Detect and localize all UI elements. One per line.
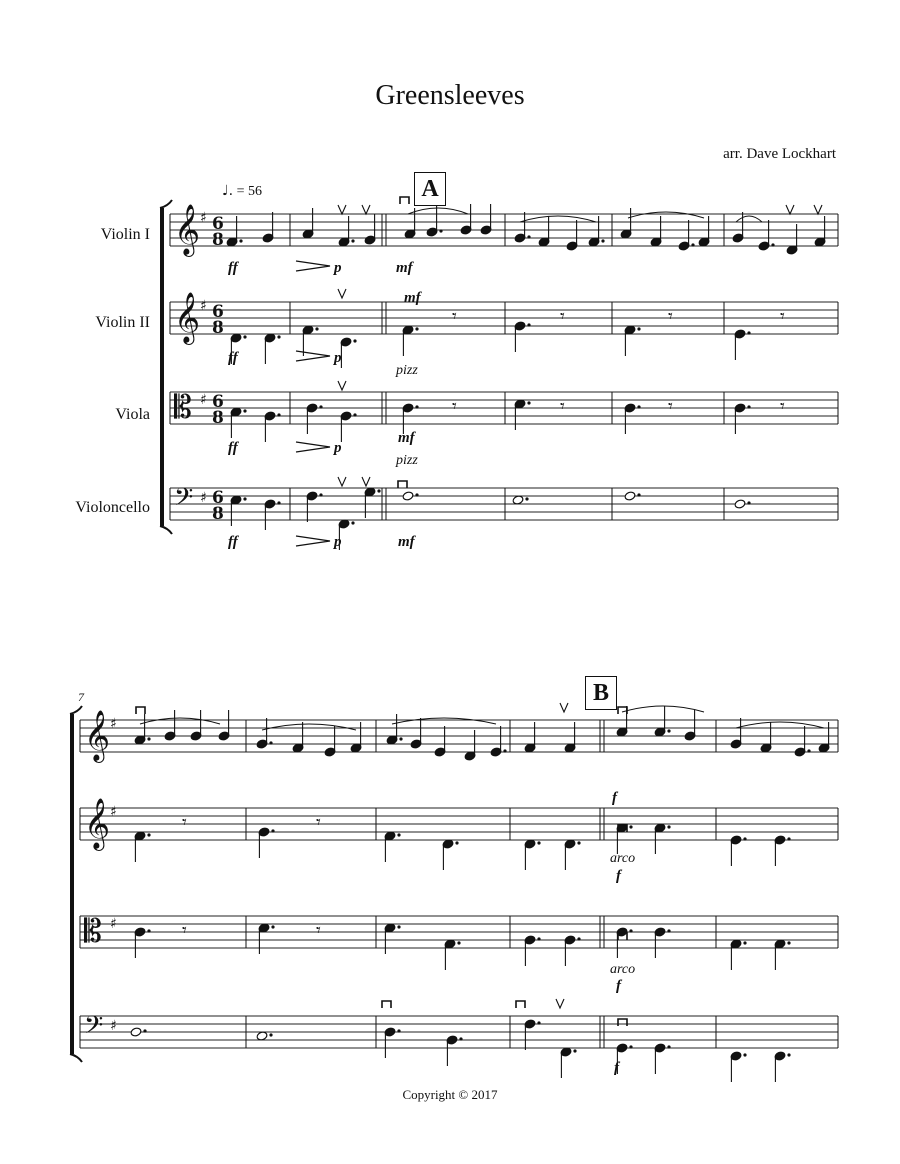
decrescendo-hairpin-1 [296,261,330,271]
down-bow-icon-7 [382,1001,391,1008]
slur-7 [392,718,496,724]
dynamic-f-1: f [612,790,617,806]
viola-s2-note-7-dot [629,929,632,932]
cello-s2-note-4-dot [459,1037,462,1040]
time-sig-bottom-3: 8 [212,408,224,428]
viola-s1-note-3-dot [319,405,322,408]
v1-s1-note-4-dot [351,239,354,242]
v1-s2-note-9-dot [399,737,402,740]
slur-2 [520,216,596,222]
up-bow-icon-8 [362,477,370,486]
viola-s2-note-5-dot [537,937,540,940]
v2-s1-note-5-dot [415,327,418,330]
v1-s1-note-10-dot [527,235,530,238]
up-bow-icon-9 [560,703,568,712]
dynamic-ff-2: ff [228,350,238,366]
slur-1 [408,208,468,214]
key-sharp-icon-1-1: ♯ [200,210,207,226]
clef-icon-2-1: 𝄞 [84,710,111,761]
system-1-bracket-bottom [160,526,172,534]
cello-s2-note-6-dot [573,1049,576,1052]
up-bow-icon-5 [338,289,346,298]
viola-s1-note-2-dot [277,413,280,416]
clef-icon-1-3: 𝄡 [174,388,192,426]
clef-icon-2-2: 𝄞 [84,798,111,849]
dynamic-mf-4: mf [398,534,415,550]
dynamic-ff-1: ff [228,260,238,276]
dotted-quarter-note-icon: ♩. [222,183,234,199]
dynamic-f-3: f [616,978,621,994]
down-bow-icon-2 [398,481,407,488]
cello-s2-note-9-dot [743,1053,746,1056]
cello-s2-note-1-dot [143,1029,146,1032]
instrument-name-cello: Violoncello [75,499,150,516]
cello-s1-note-8-dot [637,493,640,496]
viola-s2-note-1-dot [147,929,150,932]
system-2-bracket-top [70,706,82,714]
v2-s1-note-1-dot [243,335,246,338]
viola-s1-note-7-dot [637,405,640,408]
v1-s1-note-16-dot [691,243,694,246]
key-sharp-icon-2-3: ♯ [110,916,117,932]
viola-s2-note-4-dot [457,941,460,944]
down-bow-icon-3 [136,707,145,714]
v2-s2-note-7-dot [629,825,632,828]
technique-arco-2: arco [610,962,636,977]
cello-s2-note-7-dot [629,1045,632,1048]
viola-s1-note-5-dot [415,405,418,408]
viola-s1-note-8-dot [747,405,750,408]
v2-s2-note-1-dot [147,833,150,836]
v2-s1-note-6-dot [527,323,530,326]
cello-s2-note-5-dot [537,1021,540,1024]
v2-s1-note-4-dot [353,339,356,342]
down-bow-icon-1 [400,197,409,204]
v2-s2-rest-1: 𝄾 [182,812,187,833]
clef-icon-1-4: 𝄢 [174,483,194,518]
viola-s1-note-1-dot [243,409,246,412]
time-sig-top-3: 6 [212,392,224,412]
viola-s1-rest-3: 𝄾 [668,396,673,417]
v2-s1-rest-1: 𝄾 [452,306,457,327]
up-bow-icon-3 [786,205,794,214]
up-bow-icon-6 [338,381,346,390]
cello-s1-note-2-dot [277,501,280,504]
technique-arco-1: arco [610,851,636,866]
cello-s2-note-8-dot [667,1045,670,1048]
v2-s2-note-4-dot [455,841,458,844]
up-bow-icon-2 [362,205,370,214]
score-title: Greensleeves [375,80,525,111]
viola-s1-rest-1: 𝄾 [452,396,457,417]
key-sharp-icon-2-4: ♯ [110,1018,117,1034]
cello-s1-note-9 [734,499,746,509]
up-bow-icon-7 [338,477,346,486]
dynamic-mf-2: mf [404,290,421,306]
cello-s2-note-2-dot [269,1033,272,1036]
v2-s1-rest-2: 𝄾 [560,306,565,327]
v1-s2-note-21-dot [807,749,810,752]
system-1-bracket-top [160,200,172,208]
dynamic-f-4: f [614,1060,619,1076]
viola-s2-note-2-dot [271,925,274,928]
viola-s2-note-3-dot [397,925,400,928]
dynamic-p-1: p [334,260,342,276]
cello-s1-note-1-dot [243,497,246,500]
cello-s1-note-6-dot [415,493,418,496]
v1-s1-note-7-dot [439,229,442,232]
key-sharp-icon-2-2: ♯ [110,804,117,820]
cello-s1-note-3-dot [319,493,322,496]
down-bow-icon-8 [516,1001,525,1008]
slur-6 [262,724,356,730]
viola-s2-rest-2: 𝄾 [316,920,321,941]
v1-s2-note-13-dot [503,749,506,752]
time-sig-top-1: 6 [212,214,224,234]
v2-s2-note-3-dot [397,833,400,836]
time-sig-top-2: 6 [212,302,224,322]
cello-s2-note-1 [130,1027,142,1037]
v2-s2-note-5-dot [537,841,540,844]
cello-s1-note-4-dot [351,521,354,524]
v1-s2-note-5-dot [269,741,272,744]
instrument-name-violin-1: Violin I [100,226,150,243]
time-sig-bottom-2: 8 [212,318,224,338]
clef-icon-2-4: 𝄢 [84,1011,104,1046]
clef-icon-1-1: 𝄞 [174,204,201,255]
viola-s1-note-4-dot [353,413,356,416]
time-sig-bottom-4: 8 [212,504,224,524]
viola-s2-note-6-dot [577,937,580,940]
decrescendo-hairpin-4 [296,536,330,546]
v1-s1-note-1-dot [239,239,242,242]
up-bow-icon-10 [556,999,564,1008]
rehearsal-mark-b: B [585,676,617,710]
v1-s2-note-1-dot [147,737,150,740]
viola-s1-rest-4: 𝄾 [780,396,785,417]
time-sig-bottom-1: 8 [212,230,224,250]
rehearsal-mark-a: A [414,172,446,206]
dynamic-f-2: f [616,868,621,884]
v2-s2-note-2-dot [271,829,274,832]
clef-icon-2-3: 𝄡 [84,912,102,950]
viola-s2-note-8-dot [667,929,670,932]
cello-s1-note-6 [402,491,414,501]
key-sharp-icon-1-4: ♯ [200,490,207,506]
dynamic-ff-4: ff [228,534,238,550]
dynamic-p-4: p [334,534,342,550]
v2-s2-rest-2: 𝄾 [316,812,321,833]
v2-s2-note-8-dot [667,825,670,828]
viola-s2-note-10-dot [787,941,790,944]
dynamic-mf-1: mf [396,260,413,276]
instrument-name-violin-2: Violin II [95,314,150,331]
dynamic-mf-3: mf [398,430,415,446]
up-bow-icon-4 [814,205,822,214]
v2-s2-note-6-dot [577,841,580,844]
tempo-value: = 56 [236,184,262,199]
arranger-credit: arr. Dave Lockhart [723,146,836,162]
viola-s2-rest-1: 𝄾 [182,920,187,941]
up-bow-icon-1 [338,205,346,214]
slur-4 [736,216,762,222]
measure-number: 7 [78,690,84,704]
slur-9 [736,722,824,728]
key-sharp-icon-2-1: ♯ [110,716,117,732]
v2-s2-note-10-dot [787,837,790,840]
instrument-name-viola: Viola [115,406,150,423]
time-sig-top-4: 6 [212,488,224,508]
technique-pizz-1: pizz [396,363,418,378]
decrescendo-hairpin-2 [296,351,330,361]
slur-8 [622,706,704,712]
v1-s1-note-13-dot [601,239,604,242]
cello-s1-note-7-dot [525,497,528,500]
dynamic-ff-3: ff [228,440,238,456]
clef-icon-1-2: 𝄞 [174,292,201,343]
v1-s1-note-19-dot [771,243,774,246]
decrescendo-hairpin-3 [296,442,330,452]
cello-s2-note-3-dot [397,1029,400,1032]
v2-s1-note-7-dot [637,327,640,330]
system-2-bracket-bottom [70,1054,82,1062]
key-sharp-icon-1-2: ♯ [200,298,207,314]
v2-s1-note-3-dot [315,327,318,330]
v2-s1-note-8-dot [747,331,750,334]
cello-s1-note-8 [624,491,636,501]
copyright-notice: Copyright © 2017 [402,1087,498,1102]
down-bow-icon-9 [618,1019,627,1026]
cello-s1-note-9-dot [747,501,750,504]
key-sharp-icon-1-3: ♯ [200,392,207,408]
slur-3 [628,212,704,218]
dynamic-p-2: p [334,350,342,366]
v2-s2-note-9-dot [743,837,746,840]
cello-s1-note-5-dot [377,489,380,492]
viola-s1-rest-2: 𝄾 [560,396,565,417]
cello-s2-note-10-dot [787,1053,790,1056]
slur-5 [140,718,220,724]
viola-s2-note-9-dot [743,941,746,944]
viola-s1-note-6-dot [527,401,530,404]
dynamic-p-3: p [334,440,342,456]
technique-pizz-2: pizz [396,453,418,468]
v2-s1-rest-4: 𝄾 [780,306,785,327]
v1-s2-note-17-dot [667,729,670,732]
v2-s1-note-2-dot [277,335,280,338]
v2-s1-rest-3: 𝄾 [668,306,673,327]
